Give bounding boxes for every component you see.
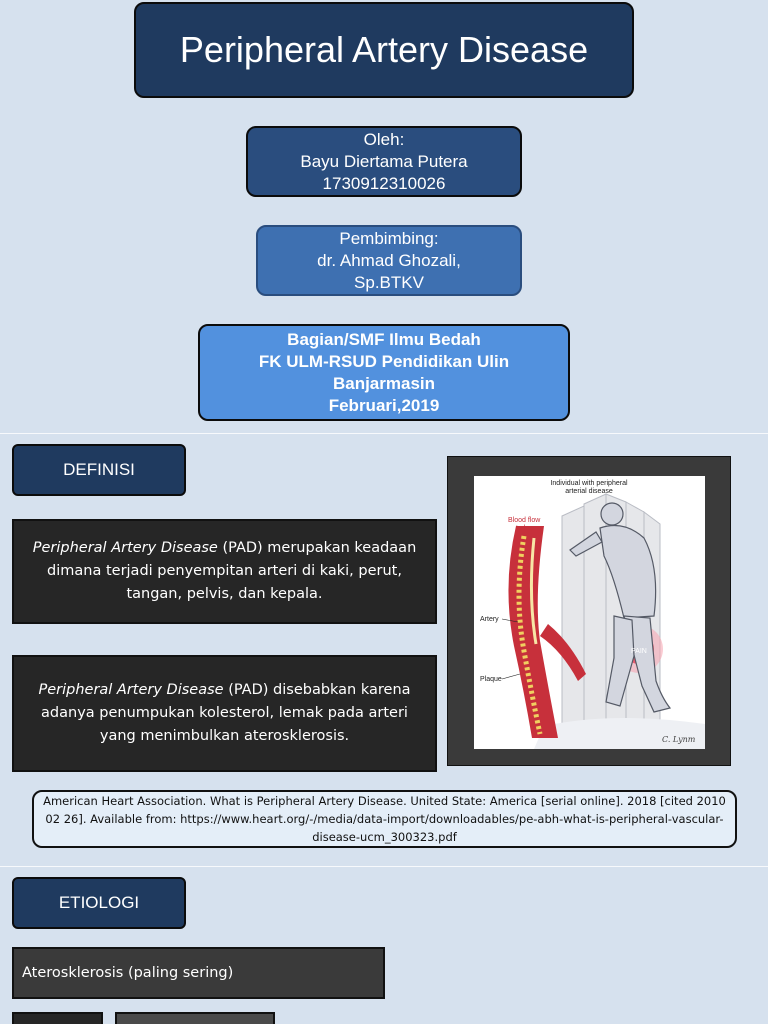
institution-line4: Februari,2019	[328, 395, 440, 415]
reference-citation	[32, 790, 737, 848]
pad-illustration-svg	[474, 476, 705, 749]
etiologi-heading	[12, 877, 186, 929]
definition-term-1: Peripheral Artery Disease	[32, 540, 218, 556]
definition-paragraph-2	[12, 655, 437, 772]
definition-body-2: (PAD) disebabkan karena adanya penumpukan kolesterol, lemak pada arteri yang menimbulkan aterosklerosis.	[41, 682, 411, 744]
author-box	[246, 126, 522, 197]
institution-line3: Banjarmasin	[332, 373, 436, 393]
advisor-box	[256, 225, 522, 296]
author-label: Oleh:	[363, 129, 405, 149]
definition-term-2: Peripheral Artery Disease	[38, 682, 224, 698]
institution-line1: Bagian/SMF Ilmu Bedah	[287, 329, 481, 349]
definisi-heading	[12, 444, 186, 496]
reference-text: American Heart Association. What is Peripheral Artery Disease. United State: America [serial online]. 2018 [cited 2010 02 26]. Available from: https://www.heart.org/-/media/data-import/downloadables/pe-abh-what-is-peripheral-vascular-disease-ucm_300323.pdf	[43, 794, 726, 844]
pad-illustration	[474, 476, 705, 749]
definition-paragraph-1	[12, 519, 437, 624]
definition-body-1: (PAD) merupakan keadaan dimana terjadi penyempitan arteri di kaki, perut, tangan, pelvis, dan kepala.	[47, 540, 417, 602]
author-name: Bayu Diertama Putera	[300, 151, 468, 171]
pain-label: PAIN	[631, 648, 647, 655]
etiologi-item	[12, 947, 385, 999]
definition-text-1	[24, 537, 425, 606]
author-id: 1730912310026	[322, 173, 446, 193]
institution-box	[198, 324, 570, 421]
illustration-frame	[447, 456, 731, 766]
etiologi-item-text: Aterosklerosis (paling sering)	[22, 965, 234, 981]
plaque-label: Plaque	[480, 676, 502, 683]
slide-divider	[0, 433, 768, 434]
page-title	[134, 2, 634, 98]
advisor-name-line1: dr. Ahmad Ghozali,	[317, 250, 461, 270]
title-text: Peripheral Artery Disease	[179, 29, 589, 70]
caption-line1: Individual with peripheral	[550, 480, 628, 487]
etiologi-heading-text: ETIOLOGI	[58, 893, 140, 912]
blood-flow-label-line1: Blood flow	[508, 517, 541, 524]
artist-signature: C. Lynm	[662, 735, 696, 744]
artery-label: Artery	[480, 616, 499, 623]
etiologi-box-partial	[115, 1012, 275, 1024]
caption-line2: arterial disease	[565, 488, 613, 495]
blood-flow-label-line2: to leg	[516, 525, 534, 532]
advisor-name-line2: Sp.BTKV	[354, 272, 424, 292]
advisor-label: Pembimbing:	[339, 228, 439, 248]
etiologi-box-partial	[12, 1012, 103, 1024]
slide-divider	[0, 866, 768, 867]
definition-text-2	[24, 679, 425, 748]
institution-line2: FK ULM-RSUD Pendidikan Ulin	[258, 351, 510, 371]
definisi-heading-text: DEFINISI	[63, 460, 135, 479]
